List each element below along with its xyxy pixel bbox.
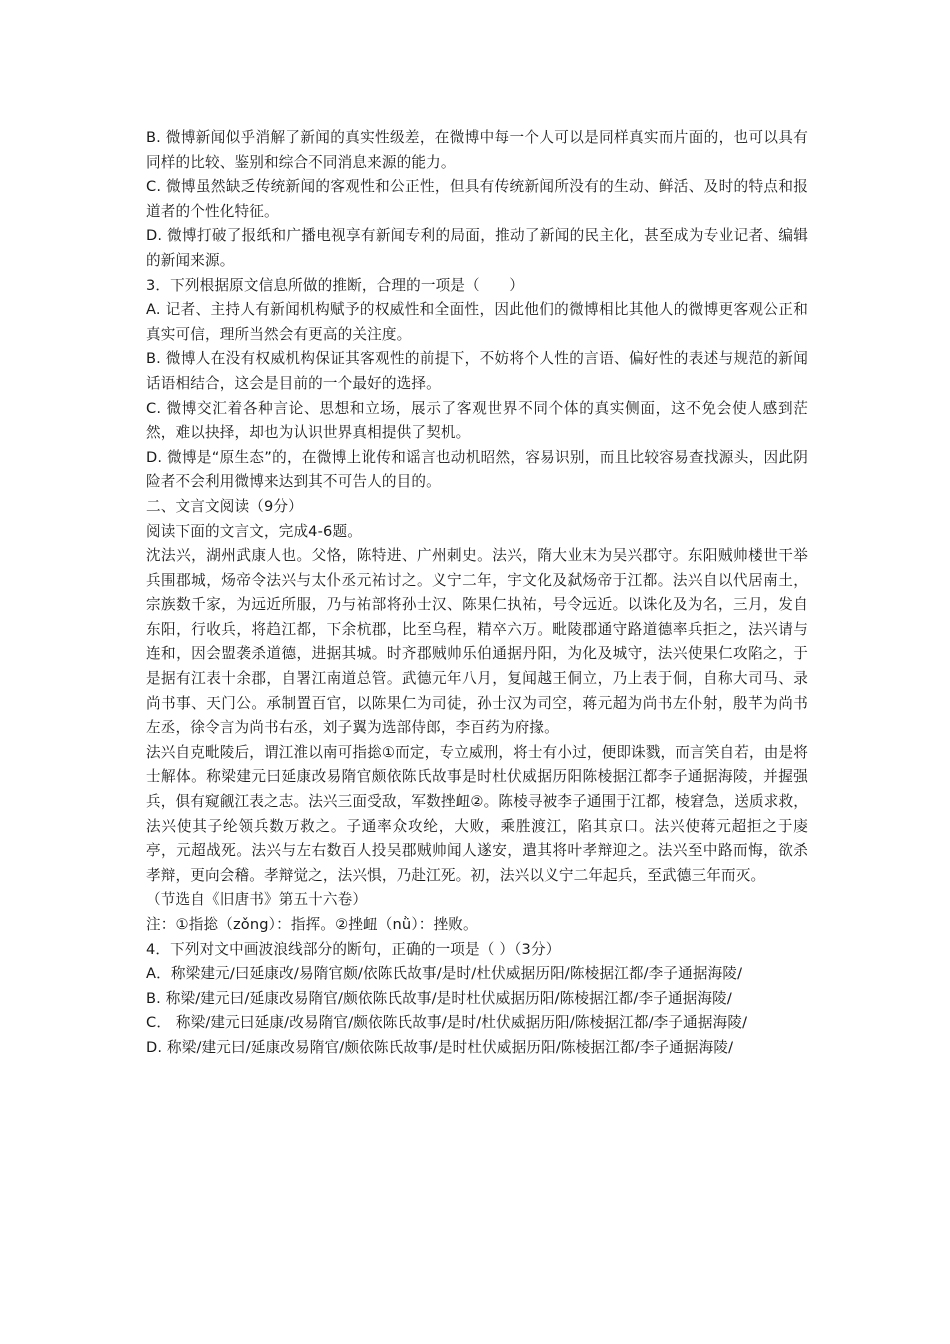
question-3-option-c: C. 微博交汇着各种言论、思想和立场，展示了客观世界不同个体的真实侧面，这不免会使人感到茫然，难以抉择，却也为认识世界真相提供了契机。 (146, 399, 808, 442)
question-4-option-b: B. 称梁/建元曰/延康改易隋官/颇依陈氏故事/是时杜伏威据历阳/陈棱据江都/李子通据海陵/ (146, 989, 732, 1007)
classical-passage-paragraph-2: 法兴自克毗陵后，谓江淮以南可指捴①而定，专立威刑，将士有小过，便即诛戮，而言笑自若，由是将士解体。称梁建元曰延康改易隋官颇依陈氏故事是时杜伏威据历阳陈棱据江都李子通据海陵，并握强兵，俱有窥觎江表之志。法兴三面受敌，军数挫衄②。陈棱寻被李子通围于江都，棱窘急，送质求救，法兴使其子纶领兵数万救之。子通率众攻纶，大败，乘胜渡江，陷其京口。法兴使蒋元超拒之于庱亭，元超战死。法兴与左右数百人投吴郡贼帅闻人遂安，遣其将叶孝辩迎之。法兴至中路而悔，欲杀孝辩，更向会稽。孝辩觉之，法兴惧，乃赴江死。初，法兴以义宁二年起兵，至武德三年而灭。 (146, 743, 808, 884)
question-4-option-d: D. 称梁/建元曰/延康改易隋官/颇依陈氏故事/是时杜伏威据历阳/陈棱据江都/李子通据海陵/ (146, 1038, 734, 1056)
question-4-stem: 4．下列对文中画波浪线部分的断句，正确的一项是（ ）（3分） (146, 940, 561, 958)
passage-source: （节选自《旧唐书》第五十六卷） (146, 891, 368, 909)
option-d-paragraph: D. 微博打破了报纸和广播电视享有新闻专利的局面，推动了新闻的民主化，甚至成为专业记者、编辑的新闻来源。 (146, 227, 808, 269)
option-b-paragraph: B. 微博新闻似乎消解了新闻的真实性级差，在微博中每一个人可以是同样真实而片面的，也可以具有同样的比较、鉴别和综合不同消息来源的能力。 (146, 129, 808, 171)
question-4-option-c: C． 称梁/建元曰延康/改易隋官/颇依陈氏故事/是时/杜伏威据历阳/陈棱据江都/李子通据海陵/ (146, 1014, 748, 1032)
question-3-stem: 3．下列根据原文信息所做的推断，合理的一项是（ ） (146, 276, 525, 294)
question-3-option-a: A. 记者、主持人有新闻机构赋予的权威性和全面性，因此他们的微博相比其他人的微博更客观公正和真实可信，理所当然会有更高的关注度。 (146, 301, 808, 343)
option-c-paragraph: C. 微博虽然缺乏传统新闻的客观性和公正性，但具有传统新闻所没有的生动、鲜活、及时的特点和报道者的个性化特征。 (146, 178, 808, 220)
passage-notes: 注：①指捴（zǒng）：指挥。②挫衄（nǜ）：挫败。 (146, 916, 478, 933)
section-heading-classical-reading: 二、文言文阅读（9分） (146, 497, 303, 515)
question-3-option-b: B. 微博人在没有权威机构保证其客观性的前提下，不妨将个人性的言语、偏好性的表述与规范的新闻话语相结合，这会是目前的一个最好的选择。 (146, 350, 808, 392)
classical-passage-paragraph-1: 沈法兴，湖州武康人也。父恪，陈特进、广州刺史。法兴，隋大业末为吴兴郡守。东阳贼帅楼世干举兵围郡城，炀帝令法兴与太仆丞元祐讨之。义宁二年，宇文化及弑炀帝于江都。法兴自以代居南土，宗族数千家，为远近所服，乃与祐部将孙士汉、陈果仁执祐，号令远近。以诛化及为名，三月，发自东阳，行收兵，将趋江都，下余杭郡，比至乌程，精卒六万。毗陵郡通守路道德率兵拒之，法兴请与连和，因会盟袭杀道德，进据其城。时齐郡贼帅乐伯通据丹阳，为化及城守，法兴使果仁攻陷之，于是据有江表十余郡，自署江南道总管。武德元年八月，复闻越王侗立，乃上表于侗，自称大司马、录尚书事、天门公。承制置百官，以陈果仁为司徒，孙士汉为司空，蒋元超为尚书左仆射，殷芊为尚书左丞，徐令言为尚书右丞，刘子翼为选部侍郎，李百药为府掾。 (146, 547, 808, 737)
question-3-option-d: D. 微博是“原生态”的，在微博上讹传和谣言也动机昭然，容易识别，而且比较容易查找源头，因此阴险者不会利用微博来达到其不可告人的目的。 (146, 448, 808, 491)
document-page (146, 126, 808, 1061)
question-4-option-a: A．称梁建元/曰延康改/易隋官颇/依陈氏故事/是时/杜伏威据历阳/陈棱据江都/李子通据海陵/ (146, 965, 743, 983)
reading-instruction: 阅读下面的文言文，完成4-6题。 (146, 522, 362, 540)
